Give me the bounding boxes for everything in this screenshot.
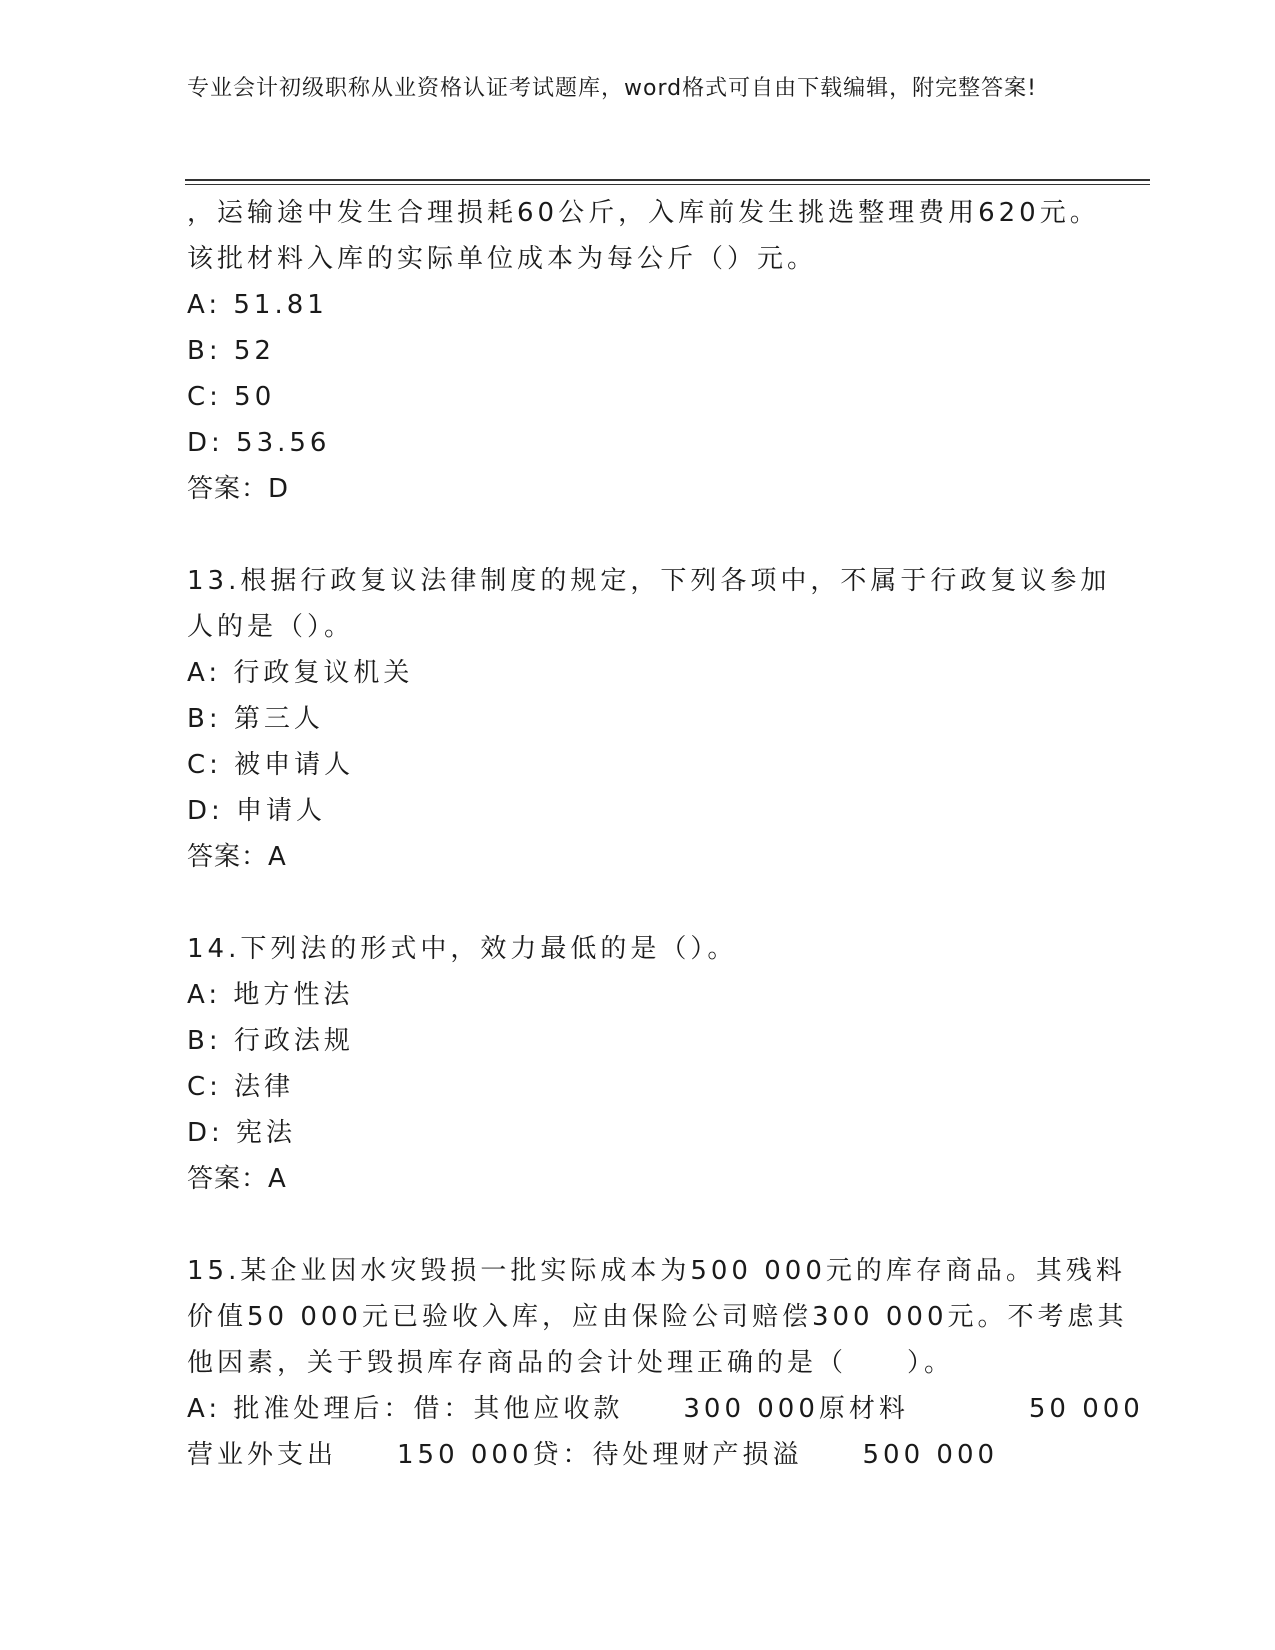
spacer (187, 880, 1087, 926)
question-stem-line: 14.下列法的形式中，效力最低的是（）。 (187, 934, 738, 964)
option-a-continuation: 营业外支出 150 000贷：待处理财产损溢 500 000 (187, 1440, 999, 1470)
option-d: D: 申请人 (187, 796, 327, 826)
question-stem-line: 15.某企业因水灾毁损一批实际成本为500 000元的库存商品。其残料 (187, 1256, 1126, 1286)
question-12 (187, 190, 1100, 512)
question-15 (187, 1248, 1144, 1478)
question-stem-line: ，运输途中发生合理损耗60公斤，入库前发生挑选整理费用620元。 (187, 198, 1100, 228)
question-stem-line: 该批材料入库的实际单位成本为每公斤（）元。 (187, 244, 818, 274)
question-14 (187, 926, 1087, 1202)
question-content (187, 190, 1144, 1478)
answer-line: 答案：A (187, 842, 287, 872)
question-stem-line: 13.根据行政复议法律制度的规定，下列各项中，不属于行政复议参加 (187, 566, 1111, 596)
question-stem-line: 人的是（）。 (187, 612, 355, 642)
option-d: D: 53.56 (187, 428, 331, 458)
option-a: A: 行政复议机关 (187, 658, 414, 688)
option-a: A: 批准处理后：借：其他应收款 300 000原材料 50 000 (187, 1394, 1144, 1424)
spacer (187, 1202, 1087, 1248)
question-stem-line: 他因素，关于毁损库存商品的会计处理正确的是（ ）。 (187, 1348, 955, 1378)
document-header-note: 专业会计初级职称从业资格认证考试题库，word格式可自由下载编辑，附完整答案! (187, 76, 1037, 101)
answer-line: 答案：D (187, 474, 290, 504)
header-divider-top (185, 179, 1150, 181)
answer-line: 答案：A (187, 1164, 287, 1194)
option-b: B: 52 (187, 336, 275, 366)
option-a: A: 51.81 (187, 290, 328, 320)
option-d: D: 宪法 (187, 1118, 297, 1148)
option-b: B: 行政法规 (187, 1026, 354, 1056)
option-c: C: 50 (187, 382, 276, 412)
option-c: C: 法律 (187, 1072, 295, 1102)
spacer (187, 512, 1087, 558)
option-c: C: 被申请人 (187, 750, 355, 780)
header-divider-bottom (185, 184, 1150, 185)
option-b: B: 第三人 (187, 704, 324, 734)
question-stem-line: 价值50 000元已验收入库，应由保险公司赔偿300 000元。不考虑其 (187, 1302, 1128, 1332)
question-13 (187, 558, 1111, 880)
option-a: A: 地方性法 (187, 980, 354, 1010)
